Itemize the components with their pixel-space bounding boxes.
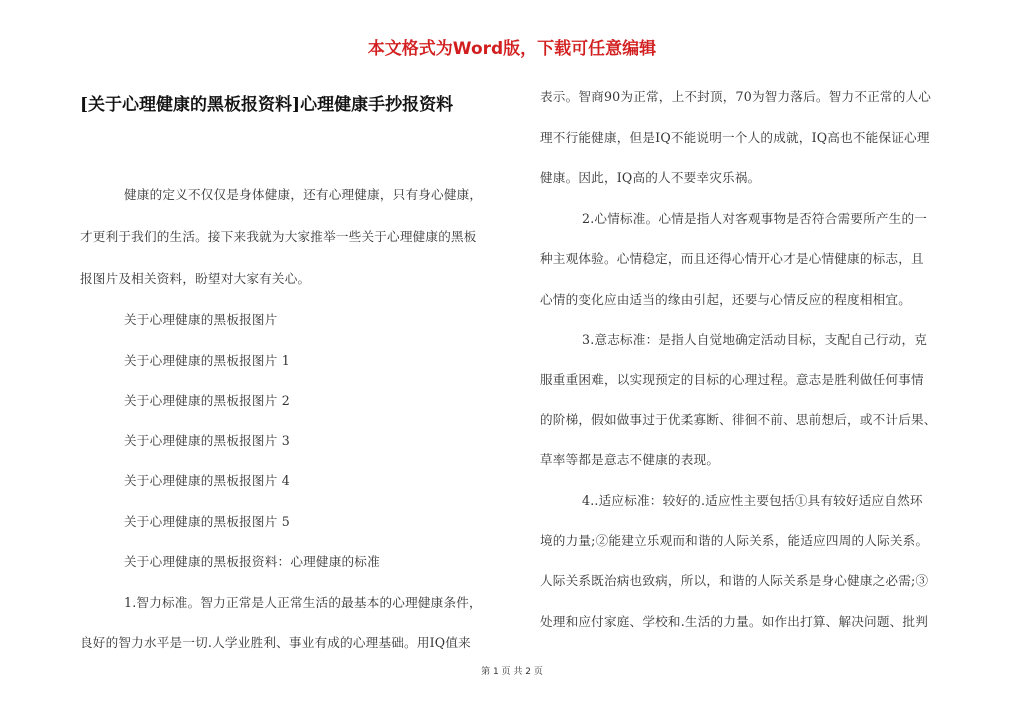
right-line-11: 4..适应标准：较好的.适应性主要包括①具有较好适应自然环: [582, 493, 923, 508]
left-line-5: 关于心理健康的黑板报图片 1: [124, 353, 290, 368]
left-line-2: 才更利于我们的生活。接下来我就为大家推举一些关于心理健康的黑板: [80, 229, 477, 244]
left-line-11: 1.智力标准。智力正常是人正常生活的最基本的心理健康条件，: [124, 595, 482, 610]
left-line-12: 良好的智力水平是一切.人学业胜利、事业有成的心理基础。用IQ值来: [80, 635, 471, 650]
left-line-4: 关于心理健康的黑板报图片: [124, 312, 278, 327]
left-line-1: 健康的定义不仅仅是身体健康，还有心理健康，只有身心健康，: [124, 187, 483, 202]
format-banner: 本文格式为Word版，下载可任意编辑: [367, 39, 657, 59]
left-line-10: 关于心理健康的黑板报资料：心理健康的标准: [124, 554, 380, 569]
right-line-13: 人际关系既治病也致病，所以，和谐的人际关系是身心健康之必需;③: [540, 573, 929, 588]
right-line-7: 3.意志标准：是指人自觉地确定活动目标，支配自己行动，克: [582, 332, 928, 347]
right-line-5: 种主观体验。心情稳定，而且还得心情开心才是心情健康的标志，且: [540, 251, 924, 266]
right-line-1: 表示。智商90为正常，上不封顶，70为智力落后。智力不正常的人心: [540, 89, 932, 104]
right-line-9: 的阶梯，假如做事过于优柔寡断、徘徊不前、思前想后，或不计后果、: [540, 412, 937, 427]
right-line-6: 心情的变化应由适当的缘由引起，还要与心情反应的程度相相宜。: [540, 292, 912, 307]
left-line-6: 关于心理健康的黑板报图片 2: [124, 393, 290, 408]
right-line-12: 境的力量;②能建立乐观而和谐的人际关系，能适应四周的人际关系。: [540, 533, 929, 548]
left-line-8: 关于心理健康的黑板报图片 4: [124, 473, 290, 488]
left-line-3: 报图片及相关资料，盼望对大家有关心。: [80, 271, 311, 286]
right-line-10: 草率等都是意志不健康的表现。: [540, 452, 720, 467]
left-line-9: 关于心理健康的黑板报图片 5: [124, 514, 290, 529]
right-line-2: 理不行能健康，但是IQ不能说明一个人的成就，IQ高也不能保证心理: [540, 130, 930, 145]
document-title: [关于心理健康的黑板报资料]心理健康手抄报资料: [80, 95, 454, 115]
left-line-7: 关于心理健康的黑板报图片 3: [124, 433, 290, 448]
right-line-4: 2.心情标准。心情是指人对客观事物是否符合需要所产生的一: [582, 211, 928, 226]
right-line-8: 服重重困难，以实现预定的目标的心理过程。意志是胜利做任何事情: [540, 372, 924, 387]
right-line-3: 健康。因此，IQ高的人不要幸灾乐祸。: [540, 170, 761, 185]
page-number: 第 1 页 共 2 页: [481, 667, 543, 677]
right-line-14: 处理和应付家庭、学校和.生活的力量。如作出打算、解决问题、批判: [540, 614, 929, 629]
